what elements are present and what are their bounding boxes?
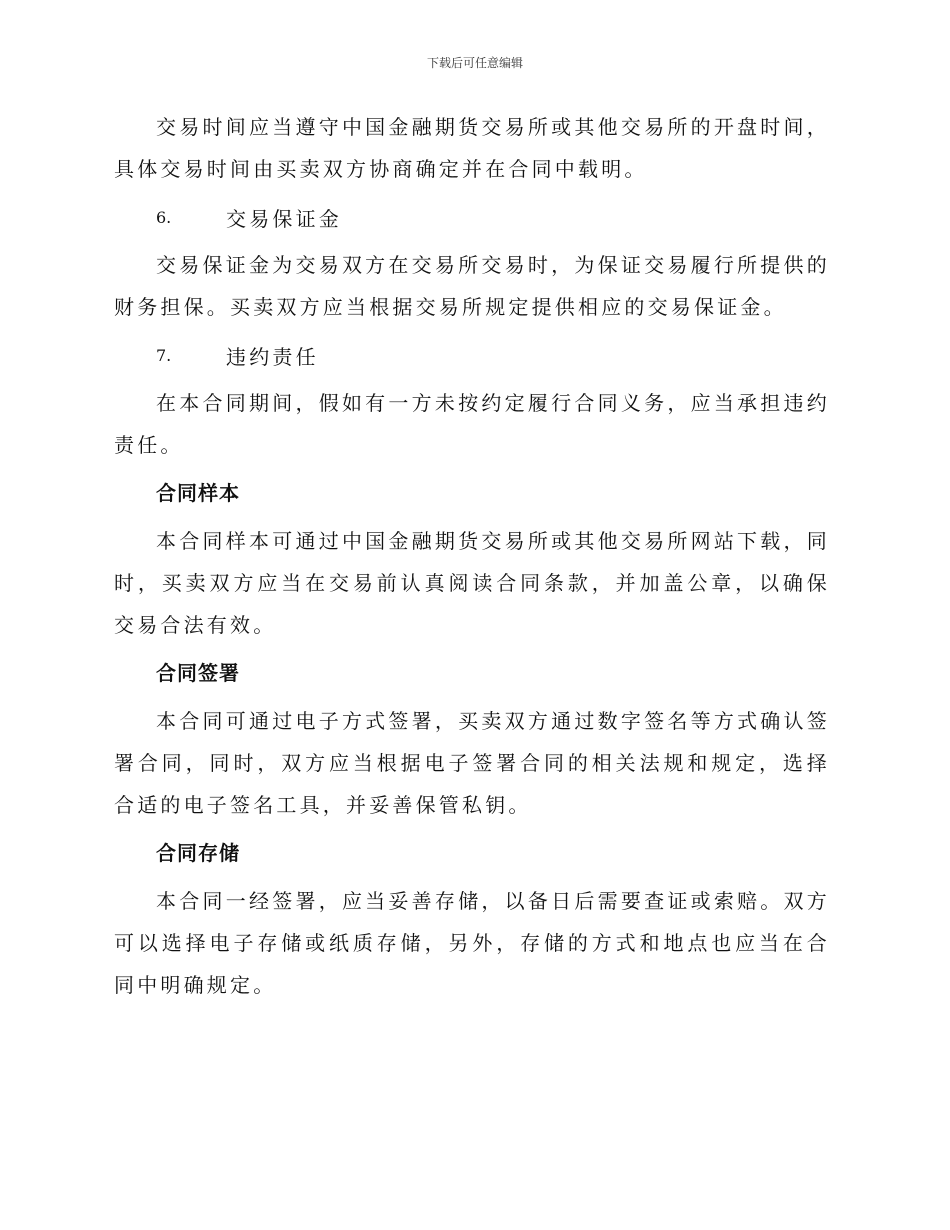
paragraph-contract-sample: 本合同样本可通过中国金融期货交易所或其他交易所网站下载，同时，买卖双方应当在交易前认真阅读合同条款，并加盖公章，以确保交易合法有效。 (114, 529, 830, 637)
page-header: 下载后可任意编辑 (426, 56, 523, 70)
paragraph-margin: 交易保证金为交易双方在交易所交易时，为保证交易履行所提供的财务担保。买卖双方应当根据交易所规定提供相应的交易保证金。 (114, 253, 830, 319)
section-number: 7. (156, 345, 172, 365)
document-body (114, 106, 830, 1012)
section-7-heading (156, 334, 830, 376)
paragraph-contract-signing: 本合同可通过电子方式签署，买卖双方通过数字签名等方式确认签署合同，同时，双方应当根据电子签署合同的相关法规和规定，选择合适的电子签名工具，并妥善保管私钥。 (114, 709, 830, 817)
section-title: 违约责任 (226, 344, 319, 369)
section-title: 交易保证金 (226, 206, 342, 231)
heading-contract-storage: 合同存储 (156, 841, 240, 865)
heading-contract-signing: 合同签署 (156, 661, 240, 685)
section-6-heading (156, 196, 830, 238)
section-number: 6. (156, 207, 172, 227)
paragraph-contract-storage: 本合同一经签署，应当妥善存储，以备日后需要查证或索赔。双方可以选择电子存储或纸质存储，另外，存储的方式和地点也应当在合同中明确规定。 (114, 889, 830, 997)
paragraph-liability: 在本合同期间，假如有一方未按约定履行合同义务，应当承担违约责任。 (114, 391, 830, 457)
heading-contract-sample: 合同样本 (156, 481, 240, 505)
paragraph-trading-time: 交易时间应当遵守中国金融期货交易所或其他交易所的开盘时间，具体交易时间由买卖双方协商确定并在合同中载明。 (114, 115, 830, 181)
